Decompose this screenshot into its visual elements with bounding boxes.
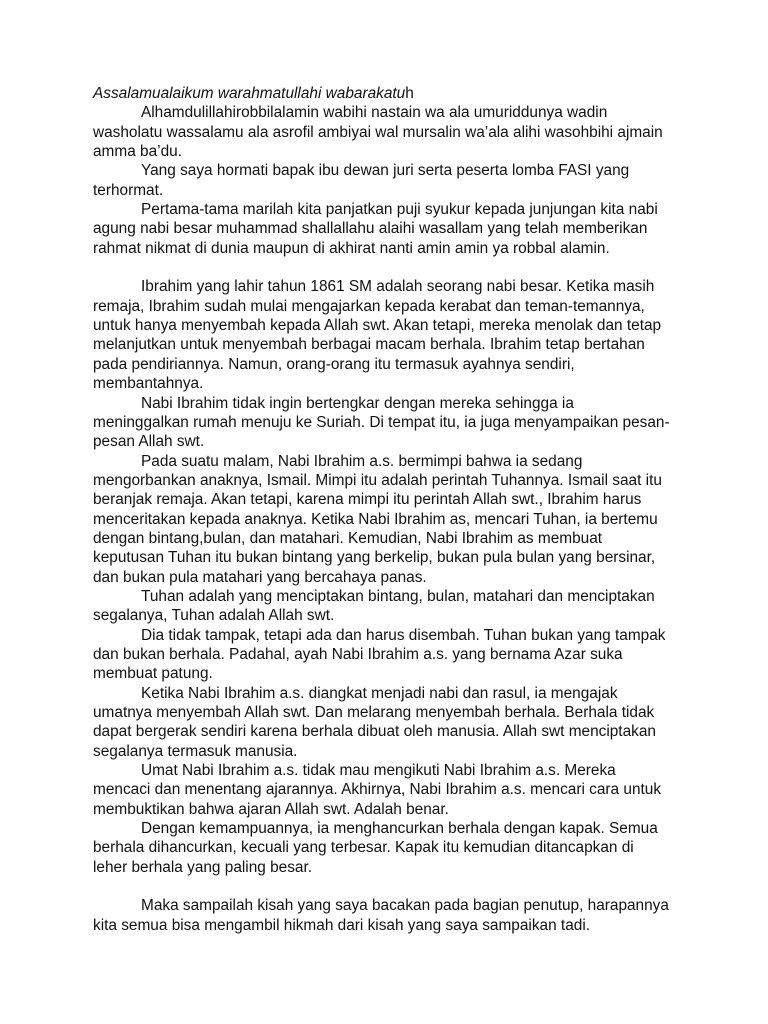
greeting-italic-text: Assalamualaikum warahmatullahi wabarakatu	[93, 85, 406, 102]
paragraph-story-dream: Pada suatu malam, Nabi Ibrahim a.s. bermimpi bahwa ia sedang mengorbankan anaknya, Ismail. Mimpi itu adalah perintah Tuhannya. Ismail saat itu beranjak remaja. Akan tetapi, karena mimpi itu perintah Allah swt., Ibrahim harus menceritakan kepada anaknya. Ketika Nabi Ibrahim as, mencari Tuhan, ia bertemu dengan bintang,bulan, dan matahari. Kemudian, Nabi Ibrahim as membuat keputusan Tuhan itu bukan bintang yang berkelip, bukan pula bulan yang bersinar, dan bukan pula matahari yang bercahaya panas.	[93, 452, 662, 586]
paragraph-story-rasul: Ketika Nabi Ibrahim a.s. diangkat menjadi nabi dan rasul, ia mengajak umatnya menyembah Allah swt. Dan melarang menyembah berhala. Berhala tidak dapat bergerak sendiri karena berhala dibuat oleh manusia. Allah swt menciptakan segalanya termasuk manusia.	[93, 684, 656, 760]
paragraph-closing: Maka sampailah kisah yang saya bacakan pada bagian penutup, harapannya kita semua bisa mengambil hikmah dari kisah yang saya sampaikan tadi.	[93, 897, 669, 934]
greeting-tail-text: h	[405, 85, 414, 102]
paragraph-story-kapak: Dengan kemampuannya, ia menghancurkan berhala dengan kapak. Semua berhala dihancurkan, kecuali yang terbesar. Kapak itu kemudian ditancapkan di leher berhala yang paling besar.	[93, 820, 658, 876]
paragraph-story-umat: Umat Nabi Ibrahim a.s. tidak mau mengikuti Nabi Ibrahim a.s. Mereka mencaci dan menentang ajarannya. Akhirnya, Nabi Ibrahim a.s. mencari cara untuk membuktikan bahwa ajaran Allah swt. Adalah benar.	[93, 762, 662, 818]
paragraph-story-berhala: Dia tidak tampak, tetapi ada dan harus disembah. Tuhan bukan yang tampak dan bukan berhala. Padahal, ayah Nabi Ibrahim a.s. yang bernama Azar suka membuat patung.	[93, 626, 666, 683]
paragraph-salutation: Yang saya hormati bapak ibu dewan juri serta peserta lomba FASI yang terhormat.	[93, 162, 630, 199]
document-page	[93, 84, 673, 935]
paragraph-story-intro: Ibrahim yang lahir tahun 1861 SM adalah seorang nabi besar. Ketika masih remaja, Ibrahim sudah mulai mengajarkan kepada kerabat dan teman-temannya, untuk hanya menyembah kepada Allah swt. Akan tetapi, mereka menolak dan tetap melanjutkan untuk menyembah berbagai macam berhala. Ibrahim tetap bertahan pada pendiriannya. Namun, orang-orang itu termasuk ayahnya sendiri, membantahnya.	[93, 278, 662, 393]
paragraph-spacer	[93, 877, 673, 896]
paragraph-opening-prayer: Alhamdulillahirobbilalamin wabihi nastain wa ala umuriddunya wadin washolatu wassalamu ala asrofil ambiyai wal mursalin wa’ala alihi wasohbihi ajmain amma ba’du.	[93, 104, 663, 161]
opening-greeting	[93, 84, 673, 103]
paragraph-story-suriah: Nabi Ibrahim tidak ingin bertengkar dengan mereka sehingga ia meninggalkan rumah menuju ke Suriah. Di tempat itu, ia juga menyampaikan pesan- pesan Allah swt.	[93, 394, 670, 451]
paragraph-gratitude: Pertama-tama marilah kita panjatkan puji syukur kepada junjungan kita nabi agung nabi besar muhammad shallallahu alaihi wasallam yang telah memberikan rahmat nikmat di dunia maupun di akhirat nanti amin amin ya robbal alamin.	[93, 201, 658, 257]
paragraph-spacer	[93, 258, 673, 277]
paragraph-story-tuhan: Tuhan adalah yang menciptakan bintang, bulan, matahari dan menciptakan segalanya, Tuhan adalah Allah swt.	[93, 587, 655, 625]
